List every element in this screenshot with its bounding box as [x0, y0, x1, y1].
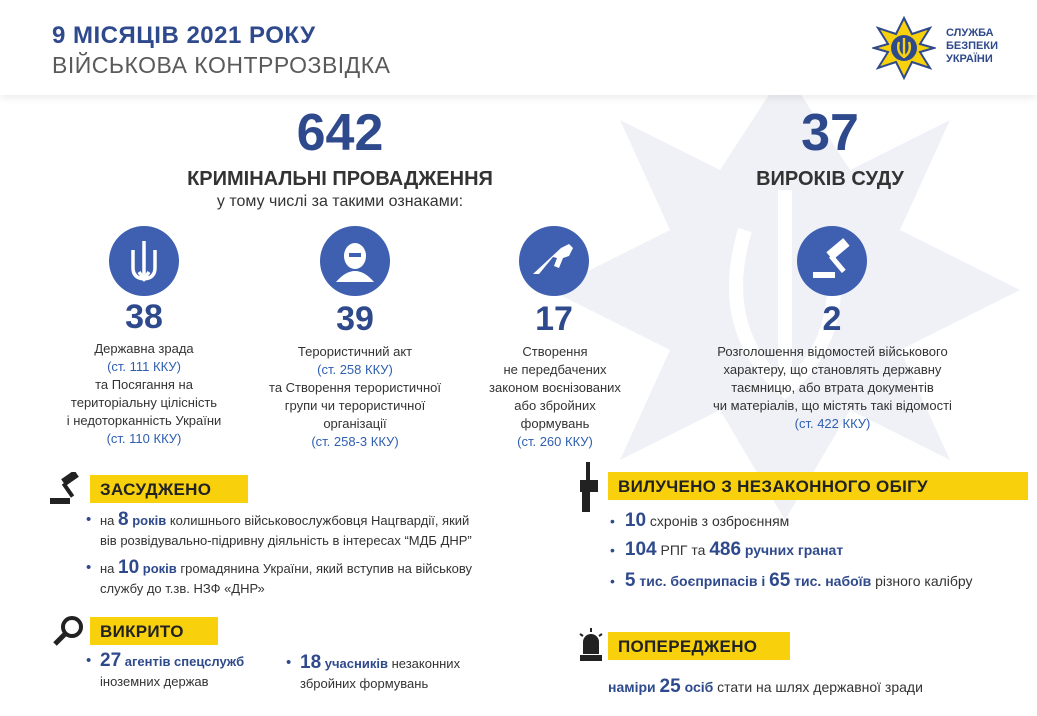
page-title: 9 МІСЯЦІВ 2021 РОКУ — [52, 22, 316, 49]
list-item: • на 10 років громадянина України, який вступив на військову службу до т.зв. НЗФ «ДНР» — [86, 557, 473, 596]
masked-person-icon — [320, 226, 390, 296]
category-count: 39 — [336, 300, 374, 338]
convicted-title: ЗАСУДЖЕНО — [90, 475, 248, 503]
category-description: Державна зрада (ст. 111 ККУ) та Посягання на територіальну цілісність і недоторканність України (ст. 110 ККУ) — [66, 341, 222, 446]
criminal-count: 642 — [296, 104, 384, 162]
seized-title: ВИЛУЧЕНО З НЕЗАКОННОГО ОБІГУ — [608, 472, 1028, 500]
criminal-label: КРИМІНАЛЬНІ ПРОВАДЖЕННЯ — [187, 168, 493, 190]
header — [0, 0, 1037, 95]
category-count: 17 — [535, 300, 573, 338]
list-item: • 5 тис. боєприпасів і 65 тис. набоїв різного калібру — [610, 570, 973, 591]
sbu-logo-icon — [872, 16, 936, 80]
category-description: Розголошення відомостей військового характеру, що становлять державну таємницю, або втрата документів чи матеріалів, що містять такі відомості (ст. 422 ККУ) — [713, 344, 952, 431]
list-item: • 104 РПГ та 486 ручних гранат — [610, 539, 844, 560]
rifle-icon — [574, 462, 604, 514]
category-description: Терористичний акт (ст. 258 ККУ) та Створення терористичної групи чи терористичної організації (ст. 258-3 ККУ) — [269, 344, 441, 449]
category-count: 38 — [125, 298, 163, 336]
rifle-icon — [519, 226, 589, 296]
siren-icon — [578, 628, 604, 662]
verdicts-count: 37 — [801, 104, 859, 162]
category-description: Створення не передбачених законом воєнізованих або збройних формувань (ст. 260 ККУ) — [489, 344, 621, 449]
prevented-title: ПОПЕРЕДЖЕНО — [608, 632, 790, 660]
org-name: СЛУЖБА БЕЗПЕКИ УКРАЇНИ — [946, 27, 998, 65]
trident-icon — [109, 226, 179, 296]
exposed-title: ВИКРИТО — [90, 617, 218, 645]
gavel-icon — [797, 226, 867, 296]
list-item: • 27 агентів спецслужб іноземних держав — [86, 650, 245, 689]
category-count: 2 — [822, 300, 842, 338]
list-item: • 10 схронів з озброєнням — [610, 510, 790, 531]
gavel-icon — [48, 472, 88, 506]
verdicts-label: ВИРОКІВ СУДУ — [756, 168, 904, 190]
prevented-text: наміри 25 осіб стати на шлях державної зради — [608, 676, 923, 697]
page-subtitle: ВІЙСЬКОВА КОНТРРОЗВІДКА — [52, 52, 391, 78]
magnifier-icon — [52, 614, 86, 648]
list-item: • 18 учасників незаконних збройних формувань — [286, 652, 461, 691]
criminal-sublabel: у тому числі за такими ознаками: — [216, 193, 464, 210]
list-item: • на 8 років колишнього військовослужбовця Нацгвардії, який вів розвідувально-підривну діяльність в інтересах “МДБ ДНР” — [86, 509, 472, 548]
